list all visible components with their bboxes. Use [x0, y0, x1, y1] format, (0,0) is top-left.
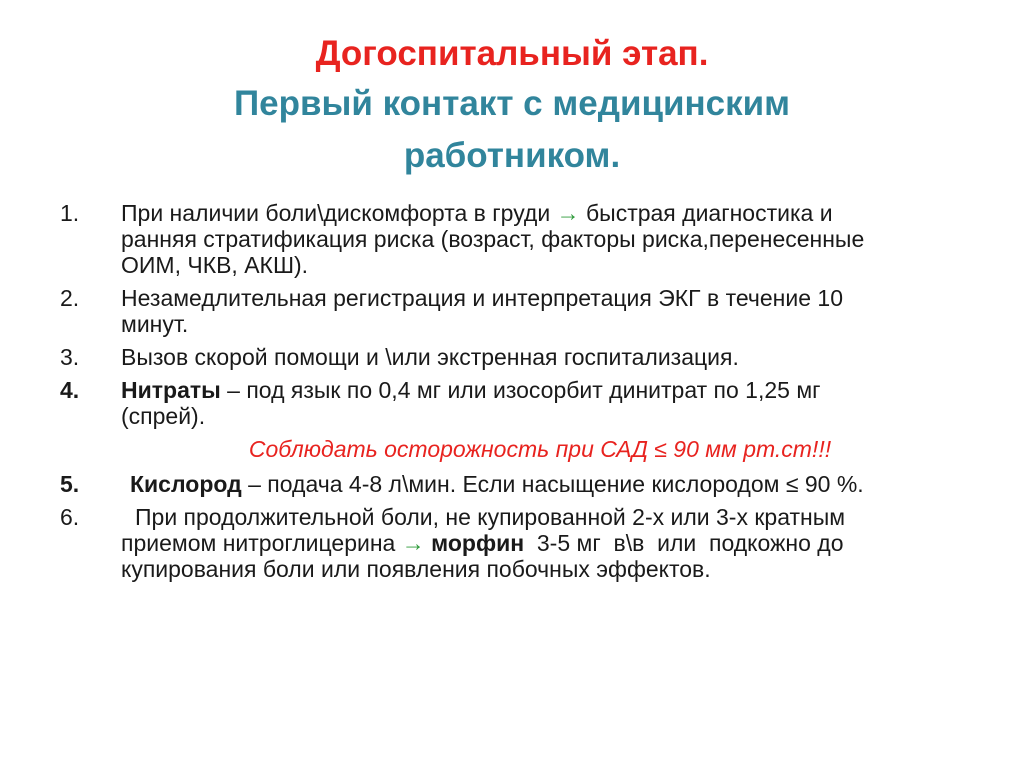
slide-title	[0, 30, 1024, 182]
item-text: ранняя стратификация риска (возраст, факторы риска,перенесенные	[121, 226, 865, 252]
title-subtitle-line2: работником.	[403, 136, 621, 175]
item-text: При наличии боли\дискомфорта в груди	[121, 200, 551, 226]
title-subtitle-line1: Первый контакт с медицинским	[233, 84, 791, 123]
list-number: 3.	[60, 344, 80, 370]
item-text: 3-5 мг в\в или подкожно до	[524, 530, 844, 556]
item-text: минут.	[121, 311, 189, 337]
list-item-6	[60, 504, 980, 582]
item-text: Незамедлительная регистрация и интерпретация ЭКГ в течение 10	[121, 285, 843, 311]
list-item-5	[60, 471, 980, 497]
item-keyword: морфин	[431, 530, 525, 556]
item-text: (спрей).	[121, 403, 206, 429]
item-text: приемом нитроглицерина	[121, 530, 396, 556]
item-keyword: Кислород	[130, 471, 242, 497]
list-number: 5.	[60, 471, 80, 497]
item-text: Вызов скорой помощи и \или экстренная госпитализация.	[121, 344, 739, 370]
list-number: 2.	[60, 285, 80, 311]
title-main: Догоспитальный этап.	[315, 34, 709, 73]
item-text: быстрая диагностика и	[585, 200, 833, 226]
list-number: 6.	[60, 504, 80, 530]
item-text: – под язык по 0,4 мг или изосорбит динитрат по 1,25 мг	[220, 377, 821, 403]
list-item-2	[60, 285, 980, 337]
list-number: 4.	[60, 377, 80, 403]
warning-note: Соблюдать осторожность при САД ≤ 90 мм рт.ст!!!	[248, 436, 832, 462]
item-text: ОИМ, ЧКВ, АКШ).	[121, 252, 309, 278]
item-keyword: Нитраты	[121, 377, 221, 403]
list-item-1	[60, 200, 980, 278]
item-text: При продолжительной боли, не купированной 2-х или 3-х кратным	[135, 504, 846, 530]
numbered-list	[60, 200, 980, 589]
arrow-right-icon: →	[401, 530, 425, 556]
list-number: 1.	[60, 200, 80, 226]
list-item-4	[60, 377, 980, 429]
item-text: купирования боли или появления побочных эффектов.	[121, 556, 711, 582]
arrow-right-icon: →	[556, 200, 580, 226]
list-item-3	[60, 344, 980, 370]
item-text: – подача 4-8 л\мин. Если насыщение кислородом ≤ 90 %.	[241, 471, 864, 497]
